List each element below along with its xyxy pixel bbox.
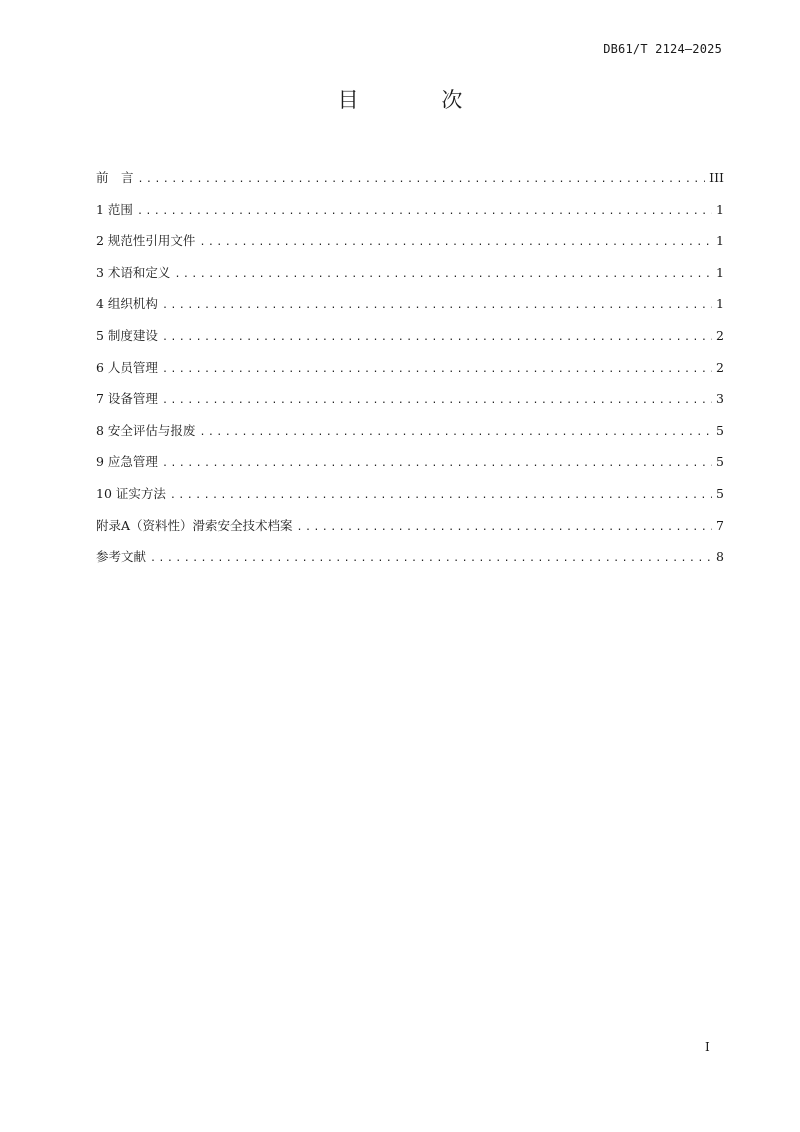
toc-entry-page: 2 [716,359,724,375]
toc-entry-normative-references[interactable] [96,231,724,263]
toc-dot-leader [162,458,712,469]
toc-entry-page: 5 [716,422,724,438]
toc-dot-leader [138,174,706,185]
toc-entry-page: 1 [716,296,724,312]
toc-dot-leader [162,300,712,311]
toc-entry-page: 2 [716,327,724,343]
toc-dot-leader [150,553,712,564]
toc-entry-page: 7 [716,517,724,533]
toc-entry-page: 1 [716,264,724,280]
toc-entry-page: 8 [716,549,724,565]
toc-entry-equipment-management[interactable] [96,389,724,421]
toc-entry-page: 5 [716,454,724,470]
toc-entry-label: 附录A（资料性）滑索安全技术档案 [96,517,293,533]
toc-entry-label: 5 制度建设 [96,327,158,343]
toc-entry-personnel-management[interactable] [96,358,724,390]
document-code: DB61/T 2124—2025 [603,42,722,56]
toc-dot-leader [199,427,712,438]
toc-dot-leader [162,364,712,375]
toc-entry-label: 前 言 [96,170,134,185]
toc-entry-page: 1 [716,233,724,249]
page-title: 目 次 [337,88,501,112]
toc-dot-leader [162,332,712,343]
toc-entry-bibliography[interactable] [96,547,724,579]
toc-entry-label: 1 范围 [96,201,133,217]
toc-dot-leader [199,237,712,248]
table-of-contents [96,168,724,579]
toc-entry-scope[interactable] [96,200,724,232]
toc-entry-system-construction[interactable] [96,326,724,358]
toc-entry-label: 2 规范性引用文件 [96,233,196,249]
toc-entry-organization[interactable] [96,294,724,326]
toc-entry-terms-definitions[interactable] [96,263,724,295]
toc-entry-verification-methods[interactable] [96,484,724,516]
toc-entry-page: 3 [716,391,724,407]
toc-entry-label: 10 证实方法 [96,485,166,501]
toc-entry-emergency-management[interactable] [96,452,724,484]
toc-dot-leader [170,490,712,501]
toc-entry-label: 3 术语和定义 [96,264,171,280]
toc-dot-leader [162,395,712,406]
toc-entry-label: 4 组织机构 [96,296,158,312]
page-number: I [705,1040,710,1054]
toc-entry-foreword[interactable] [96,168,724,200]
toc-entry-label: 9 应急管理 [96,454,158,470]
toc-entry-label: 7 设备管理 [96,391,158,407]
toc-entry-page: 5 [716,485,724,501]
toc-dot-leader [297,522,712,533]
toc-entry-label: 8 安全评估与报废 [96,422,196,438]
toc-entry-appendix-a[interactable] [96,516,724,548]
toc-entry-page: III [709,170,724,185]
toc-dot-leader [174,269,712,280]
toc-entry-safety-assessment[interactable] [96,421,724,453]
toc-entry-page: 1 [716,201,724,217]
toc-entry-label: 参考文献 [96,549,147,565]
toc-dot-leader [137,206,712,217]
toc-entry-label: 6 人员管理 [96,359,158,375]
